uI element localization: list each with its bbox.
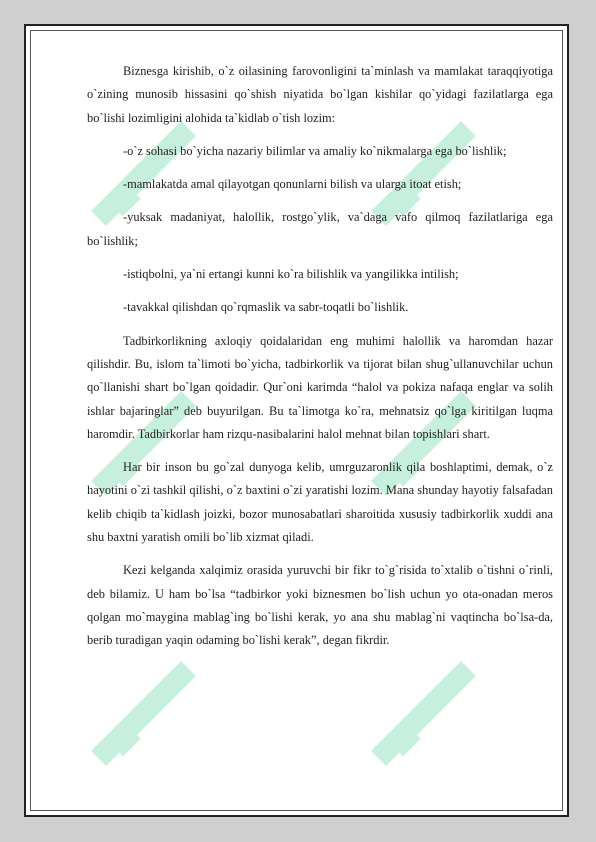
- watermark-logo-icon: [351, 631, 501, 781]
- list-item: -tavakkal qilishdan qo`rqmaslik va sabr-toqatli bo`lishlik.: [123, 300, 409, 315]
- paragraph: Tadbirkorlikning axloqiy qoidalaridan eng muhimi halollik va haromdan hazar qilishdir. Bu, islom ta`limoti bo`yicha, tadbirkorlik va tijorat bilan shug`ullanuvchilar uchun qo`llanishi shart bo`lgan qoidadir. Qur`oni karimda “halol va pokiza nafaqa englar va solih ishlar bajaringlar” deb buyurilgan. Bu ta`limotga ko`ra, mehnatsiz qo`lga kiritilgan luqma haromdir. Tadbirkorlar ham rizqu-nasibalarini halol mehnat bilan topishlari shart.: [87, 333, 553, 441]
- page-border: [30, 30, 563, 811]
- list-item: -mamlakatda amal qilayotgan qonunlarni bilish va ularga itoat etish;: [123, 177, 462, 192]
- paragraph: Har bir inson bu go`zal dunyoga kelib, umrguzaronlik qila boshlaptimi, demak, o`z hayotini o`zi tashkil qilishi, o`z baxtini o`zi yaratishi lozim. Mana shunday hayotiy falsafadan kelib chiqib ta`kidlash joizki, bozor munosabatlari sharoitida xususiy tadbirkorlik xuddi ana shu baxtni yaratish omili bo`lib xizmat qiladi.: [87, 460, 553, 545]
- paragraph-intro: Biznesga kirishib, o`z oilasining farovonligini ta`minlash va mamlakat taraqqiyotiga o`zining munosib hissasini qo`shish niyatida bo`lgan kishilar qo`yidagi fazilatlarga ega bo`lishi lozimligini alohida ta`kidlab o`tish lozim:: [87, 64, 553, 125]
- list-item: -yuksak madaniyat, halollik, rostgo`ylik, va`daga vafo qilmoq fazilatlariga ega bo`lishlik;: [87, 210, 553, 248]
- document-body: [87, 60, 553, 653]
- list-item: -istiqbolni, ya`ni ertangi kunni ko`ra bilishlik va yangilikka intilish;: [123, 267, 459, 282]
- paragraph: Kezi kelganda xalqimiz orasida yuruvchi bir fikr to`g`risida to`xtalib o`tishni o`rinli, deb bilamiz. U ham bo`lsa “tadbirkor yoki biznesmen bo`lish uchun yo ota-onadan meros qolgan mo`maygina mablag`ing bo`lishi kerak, yo ana shu mablag`ni vaqtincha bo`lsa-da, berib turadigan yaqin odaming bo`lishi kerak”, degan fikrdir.: [87, 563, 553, 648]
- watermark-logo-icon: [71, 631, 221, 781]
- list-item: -o`z sohasi bo`yicha nazariy bilimlar va amaliy ko`nikmalarga ega bo`lishlik;: [123, 143, 507, 158]
- document-page: [24, 24, 569, 817]
